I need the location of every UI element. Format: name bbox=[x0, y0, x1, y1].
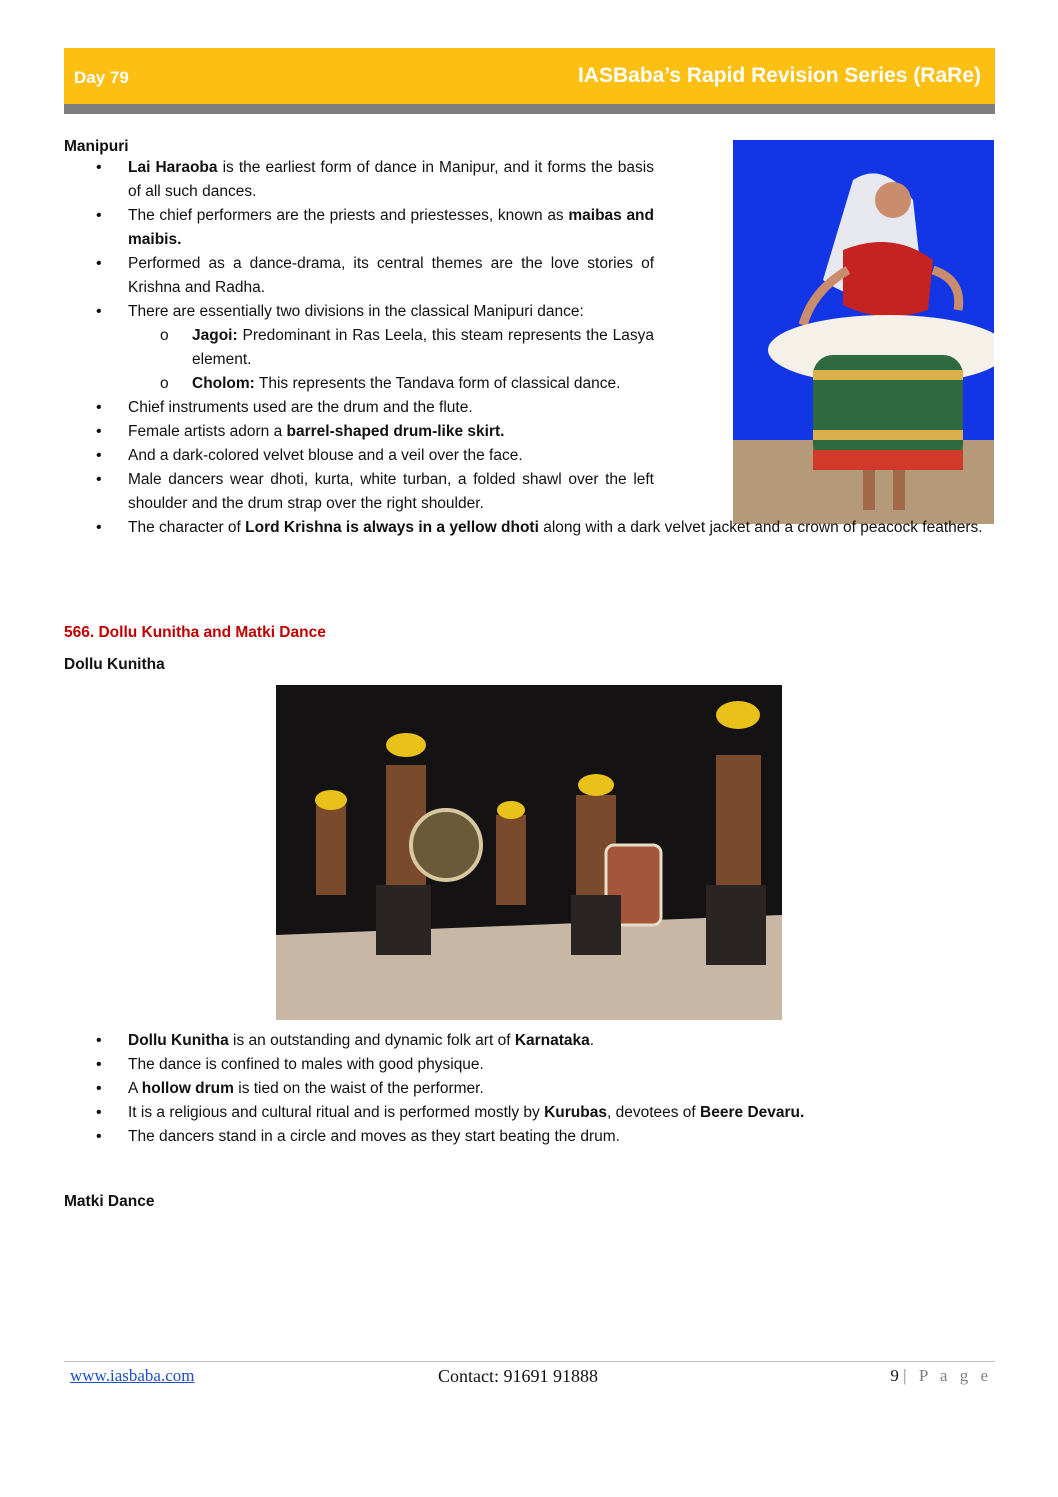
list-item: • The chief performers are the priests and priestesses, known as maibas and maibis. bbox=[64, 204, 654, 252]
list-item: • Chief instruments used are the drum and the flute. bbox=[64, 396, 654, 420]
header-divider bbox=[64, 104, 995, 114]
day-label: Day 79 bbox=[74, 68, 129, 87]
section-title: 566. Dollu Kunitha and Matki Dance bbox=[64, 624, 326, 641]
dollu-heading: Dollu Kunitha bbox=[64, 656, 165, 673]
manipuri-list bbox=[64, 156, 983, 540]
list-item: • Female artists adorn a barrel-shaped drum-like skirt. bbox=[64, 420, 654, 444]
list-item: • Male dancers wear dhoti, kurta, white turban, a folded shawl over the left shoulder and the drum strap over the right shoulder. bbox=[64, 468, 654, 516]
sub-list-item: o Cholom: This represents the Tandava form of classical dance. bbox=[128, 372, 654, 396]
list-item: • It is a religious and cultural ritual and is performed mostly by Kurubas, devotees of Beere Devaru. bbox=[64, 1101, 995, 1125]
manipuri-section bbox=[64, 138, 995, 540]
footer-divider bbox=[64, 1361, 995, 1362]
dollu-list bbox=[64, 1029, 995, 1149]
matki-heading: Matki Dance bbox=[64, 1193, 155, 1210]
list-item: • Performed as a dance-drama, its central themes are the love stories of Krishna and Radha. bbox=[64, 252, 654, 300]
list-item: • Lai Haraoba is the earliest form of dance in Manipur, and it forms the basis of all such dances. bbox=[64, 156, 654, 204]
page-number: 9 | P a g e bbox=[890, 1366, 992, 1385]
list-item: • The character of Lord Krishna is always in a yellow dhoti along with a dark velvet jacket and a crown of peacock feathers. bbox=[64, 516, 1018, 540]
header-banner bbox=[64, 48, 995, 104]
dollu-kunitha-photo bbox=[276, 685, 782, 1020]
list-item: • A hollow drum is tied on the waist of the performer. bbox=[64, 1077, 995, 1101]
list-item: • Dollu Kunitha is an outstanding and dynamic folk art of Karnataka. bbox=[64, 1029, 995, 1053]
contact-info: Contact: 91691 91888 bbox=[438, 1366, 598, 1386]
sub-list bbox=[128, 324, 654, 396]
manipuri-heading: Manipuri bbox=[64, 138, 129, 155]
sub-list-item: o Jagoi: Predominant in Ras Leela, this steam represents the Lasya element. bbox=[128, 324, 654, 372]
list-item: • There are essentially two divisions in the classical Manipuri dance: o Jagoi: Predominant in Ras Leela, this steam represents the Lasya element. o Cholom: This represents the Tandava form of classical dance. bbox=[64, 300, 654, 396]
series-title: IASBaba’s Rapid Revision Series (RaRe) bbox=[577, 64, 981, 87]
list-item: • The dancers stand in a circle and moves as they start beating the drum. bbox=[64, 1125, 995, 1149]
list-item: • The dance is confined to males with good physique. bbox=[64, 1053, 995, 1077]
website-link[interactable]: www.iasbaba.com bbox=[70, 1366, 195, 1385]
list-item: • And a dark-colored velvet blouse and a veil over the face. bbox=[64, 444, 654, 468]
